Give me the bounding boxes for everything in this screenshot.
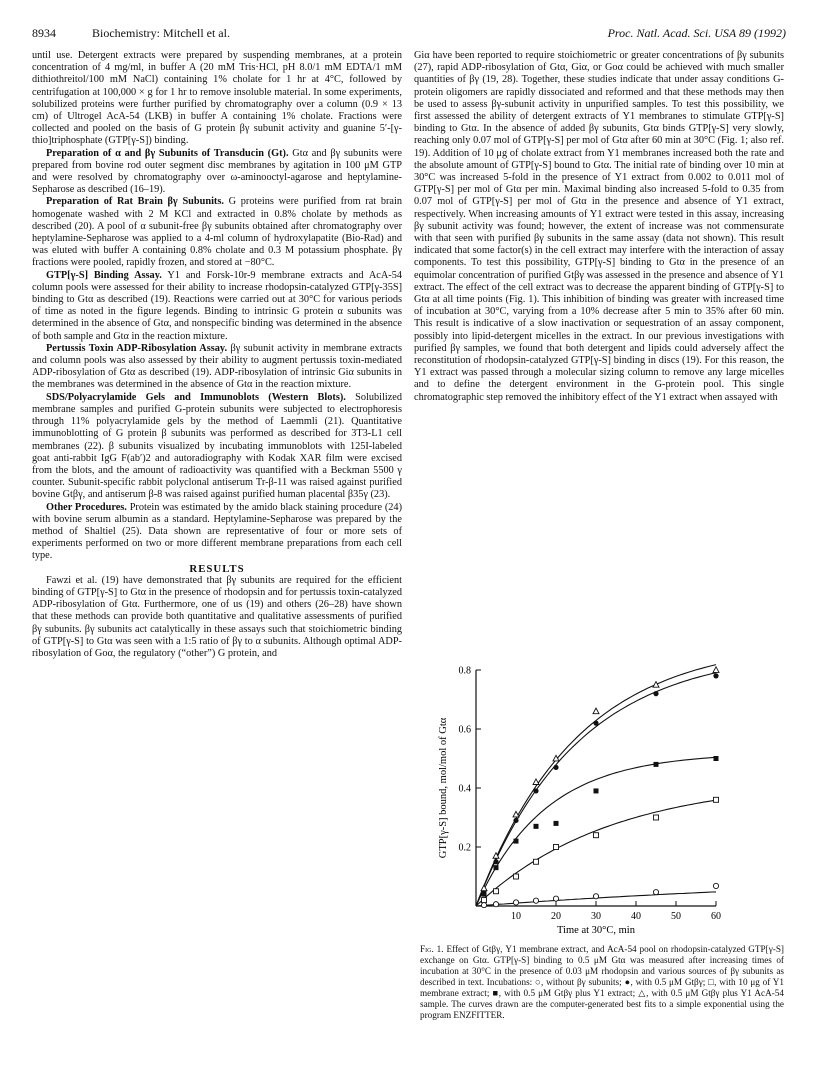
paragraph bbox=[32, 343, 402, 392]
paragraph bbox=[32, 392, 402, 502]
data-point-filled-circle bbox=[513, 818, 518, 823]
y-tick-label: 0.4 bbox=[458, 783, 471, 795]
x-axis-label: Time at 30°C, min bbox=[557, 925, 635, 936]
x-tick-label: 30 bbox=[591, 911, 601, 922]
data-point-open-circle bbox=[553, 896, 558, 901]
fit-curve bbox=[476, 757, 716, 906]
data-point-filled-circle bbox=[553, 765, 558, 770]
data-point-open-square bbox=[482, 898, 487, 903]
x-tick-label: 10 bbox=[511, 911, 521, 922]
paragraph-body: Protein was estimated by the amido black staining procedure (24) with bovine serum albumin as a standard. Heptylamine-Sepharose was prepared by the method of Shaltiel (25). Data shown are representative of four or more sets of experiments performed on two or more different membrane preparations from each cell type. bbox=[32, 501, 402, 562]
journal-citation: Proc. Natl. Acad. Sci. USA 89 (1992) bbox=[607, 26, 786, 40]
data-point-filled-square bbox=[714, 756, 719, 761]
data-point-filled-circle bbox=[593, 721, 598, 726]
paragraph bbox=[32, 270, 402, 343]
data-point-open-circle bbox=[481, 903, 486, 908]
data-point-filled-square bbox=[534, 824, 539, 829]
data-point-open-circle bbox=[533, 898, 538, 903]
data-point-open-triangle bbox=[653, 682, 659, 688]
data-point-filled-circle bbox=[493, 859, 498, 864]
paragraph-body: βγ subunit activity in membrane extracts and column pools was also assessed by their ability to augment pertussis toxin-mediated ADP-ribosylation of Gtα as described (19). ADP-ribosylation of intrinsic Giα subunits in the membranes was determined in the absence of Gtα in the reaction mixture. bbox=[32, 342, 402, 391]
paragraph bbox=[32, 502, 402, 563]
paragraph bbox=[32, 196, 402, 269]
results-heading: RESULTS bbox=[189, 562, 245, 575]
section-heading: Other Procedures. bbox=[46, 501, 127, 513]
data-point-open-circle bbox=[713, 883, 718, 888]
section-heading: SDS/Polyacrylamide Gels and Immunoblots (Western Blots). bbox=[46, 391, 346, 403]
x-tick-label: 40 bbox=[631, 911, 641, 922]
data-point-filled-square bbox=[594, 788, 599, 793]
data-point-open-circle bbox=[653, 890, 658, 895]
section-heading: Preparation of Rat Brain βγ Subunits. bbox=[46, 196, 224, 208]
figure-caption bbox=[420, 944, 784, 1021]
section-heading: Pertussis Toxin ADP-Ribosylation Assay. bbox=[46, 342, 228, 354]
caption-label: Fig. 1. bbox=[420, 944, 444, 954]
data-point-open-square bbox=[714, 797, 719, 802]
section-heading: Preparation of α and βγ Subunits of Transducin (Gt). bbox=[46, 147, 289, 159]
data-point-filled-square bbox=[654, 762, 659, 767]
data-point-filled-square bbox=[494, 865, 499, 870]
y-tick-label: 0.8 bbox=[458, 665, 471, 677]
paragraph: Giα have been reported to require stoichiometric or greater concentrations of βγ subunits (27), rapid ADP-ribosylation of Gtα, Giα, or Goα could be achieved with much smaller quantities of βγ (19, 28). Together, these studies indicate that under assay conditions G-protein oligomers are rapidly dissociated and reformed and that these methods may then be used to assess βγ-subunit activity in unpurified samples. To test this possibility, we first assessed the ability of detergent extracts of Y1 membranes to stimulate GTP[γ-S] binding to Gtα. In the absence of added βγ subunits, Gtα binds GTP[γ-S] very slowly, reaching only 0.07 mol of GTP[γ-S] per mol of Gtα after 60 min at 30°C (Fig. 1; also ref. 19). Addition of 10 μg of cholate extract from Y1 membranes increased both the rate and the absolute amount of GTP[γ-S] bound to Gtα. The initial rate of binding over 10 min at 30°C was increased 5-fold in the presence of Y1 extract from 0.002 to 0.011 mol of GTP[γ-S] per mol of Gtα per min. Maximal binding also increased 5-fold to 0.35 from 0.07 mol of GTP[γ-S] per mol of Gtα in the presence and absence of Y1 extract, respectively. When increasing amounts of Y1 extract were tested in this assay, increasing βγ subunit activity was found; however, the extent of increase was not commensurate with that seen with purified βγ subunits in the same assay (data not shown). This result indicated that some factor(s) in the cell extract may interfere with the interaction of assay components. To test this possibility, GTP[γ-S] binding to Gtα in the presence of an equimolar concentration of purified Gtβγ was assessed in the presence and absence of Y1 extract. The effect of the cell extract was to decrease the apparent binding of GTP[γ-S] to Gtα at all time points (Fig. 1). This inhibition of binding was greater with increased time of incubation at 30°C, varying from a 10% decrease after 5 min to 35% after 60 min. This result is indicative of a slow inactivation or sequestration of an assay component, possibly into lipid-detergent micelles in the extract. In our previous investigations with purified βγ samples, we found that both detergent and lipids could adversely affect the reconstitution of rhodopsin-catalyzed GTP[γ-S] binding in discs (19). For this reason, the Y1 extract was passed through a molecular sizing column to remove any large micelles and to define the detergent environment in the G-protein pool. This single chromatographic step removed the inhibitory effect of the Y1 extract when assayed with bbox=[414, 50, 784, 403]
paragraph-body: G proteins were purified from rat brain homogenate washed with 2 M KCl and extracted in 0.8% cholate by methods as described (20). A pool of α subunit-free βγ subunits obtained after chromatography over heptylamine-Sepharose was applied to a 4-ml column of hydroxylapatite (Bio-Rad) and was eluted with buffer A containing 0.8% cholate and 0.3 M potassium phosphate. βγ fractions were pooled, rapidly frozen, and stored at −80°C. bbox=[32, 196, 402, 269]
paragraph-body: Gtα and βγ subunits were prepared from bovine rod outer segment disc membranes by agitation in 100 μM GTP and were resolved by chromatography over ω-aminooctyl-agarose and heptylamine-Sepharose as described (16–19). bbox=[32, 147, 402, 196]
data-point-open-square bbox=[514, 874, 519, 879]
paragraph bbox=[32, 148, 402, 197]
figure-1 bbox=[414, 652, 784, 942]
data-point-open-square bbox=[534, 859, 539, 864]
running-title: Biochemistry: Mitchell et al. bbox=[92, 26, 230, 40]
page-header bbox=[32, 26, 786, 42]
paragraph: Fawzi et al. (19) have demonstrated that βγ subunits are required for the efficient binding of GTP[γ-S] to Gtα in the presence of rhodopsin and for pertussis toxin-catalyzed ADP-ribosylation of Gtα. Furthermore, one of us (19) and others (26–28) have shown that these methods can provide both quantitative and qualitative assessments of purified βγ subunits. βγ subunits act catalytically in these assays such that stoichiometric binding of GTP[γ-S] to Gtα was seen with a 1:5 ratio of βγ to α subunits. Although optimal ADP-ribosylation of Goα, the regulatory (“other”) G protein, and bbox=[32, 574, 402, 659]
data-point-open-triangle bbox=[533, 779, 539, 785]
data-point-filled-circle bbox=[533, 788, 538, 793]
page-number: 8934 bbox=[32, 26, 56, 40]
binding-chart bbox=[414, 652, 784, 942]
paragraph-body: Solubilized membrane samples and purified G-protein subunits were subjected to electrophoresis through 11% polyacrylamide gels by the method of Laemmli (21). Quantitative immunoblotting of G protein β subunits was performed as described for 3T3-L1 cell membranes (22). β subunits visualized by incubating immunoblots with 125I-labeled goat anti-rabbit IgG F(ab′)2 and autoradiography with Kodak XAR film were excised from the blots, and the amount of radioactivity was quantified with a Beckman 5500 γ counter. Subunit-specific rabbit polyclonal antiserum Tr-β-11 was raised against purified bovine Gtβγ, and antiserum β-8 was raised against purified human placental β35γ (23). bbox=[32, 391, 402, 501]
paragraph-body: Y1 and Forsk-10r-9 membrane extracts and AcA-54 column pools were assessed for their ability to increase rhodopsin-catalyzed GTP[γ-35S] binding to Gtα as described (19). Reactions were carried out at 30°C for various periods of time as noted in the figure legends. Binding to intrinsic G protein α subunits was determined in the absence of Gtα, and nonspecific binding was determined in the absence of both sample and Gtα in the reaction mixture. bbox=[32, 269, 402, 342]
data-point-filled-circle bbox=[653, 691, 658, 696]
data-point-open-circle bbox=[493, 902, 498, 907]
y-tick-label: 0.2 bbox=[458, 842, 471, 854]
data-point-open-circle bbox=[593, 894, 598, 899]
data-point-filled-square bbox=[514, 839, 519, 844]
data-point-open-square bbox=[654, 815, 659, 820]
data-point-open-square bbox=[594, 833, 599, 838]
x-tick-label: 20 bbox=[551, 911, 561, 922]
y-axis-label: GTP[γ-S] bound, mol/mol of Gtα bbox=[438, 717, 449, 859]
y-tick-label: 0.6 bbox=[458, 724, 471, 736]
data-point-filled-circle bbox=[713, 673, 718, 678]
x-tick-label: 50 bbox=[671, 911, 681, 922]
section-heading: GTP[γ-S] Binding Assay. bbox=[46, 269, 162, 281]
x-tick-label: 60 bbox=[711, 911, 721, 922]
data-point-open-square bbox=[554, 845, 559, 850]
right-column bbox=[414, 50, 784, 404]
data-point-open-circle bbox=[513, 900, 518, 905]
data-point-open-square bbox=[494, 889, 499, 894]
fit-curve bbox=[476, 800, 716, 906]
data-point-filled-square bbox=[554, 821, 559, 826]
paragraph: until use. Detergent extracts were prepared by suspending membranes, at a protein concentration of 4 mg/ml, in buffer A (20 mM Tris·HCl, pH 8.0/1 mM EDTA/1 mM dithiothreitol/100 mM NaCl) containing 1% cholate for 1 hr at 4°C, followed by centrifugation at 100,000 × g for 1 hr to remove insoluble material. In some experiments, solubilized proteins were further purified by chromatography over a column (0.9 × 13 cm) of Ultrogel AcA-54 (LKB) in buffer A containing 1% cholate. Fractions were collected and pooled on the basis of G protein βγ subunit activity and guanine 5′-[γ-thio]triphosphate (GTP[γ-S]) binding. bbox=[32, 50, 402, 147]
data-point-open-triangle bbox=[713, 667, 719, 673]
left-column bbox=[32, 50, 402, 660]
data-point-open-triangle bbox=[593, 708, 599, 714]
caption-text: Effect of Gtβγ, Y1 membrane extract, and AcA-54 pool on rhodopsin-catalyzed GTP[γ-S] exchange on Gtα. GTP[γ-S] binding to 0.5 μM Gtα was measured after increasing times of incubation at 30°C in the presence of 0.03 μM rhodopsin and various sources of βγ subunits as described in text. Incubations: ○, without βγ subunits; ●, with 0.5 μM Gtβγ; □, with 10 μg of Y1 membrane extract; ■, with 0.5 μM Gtβγ plus Y1 extract; △, with 0.5 μM Gtβγ plus Y1 AcA-54 sample. The curves drawn are the computer-generated best fits to a simple exponential using the program ENZFITTER. bbox=[420, 944, 784, 1020]
fit-curve bbox=[476, 665, 716, 906]
